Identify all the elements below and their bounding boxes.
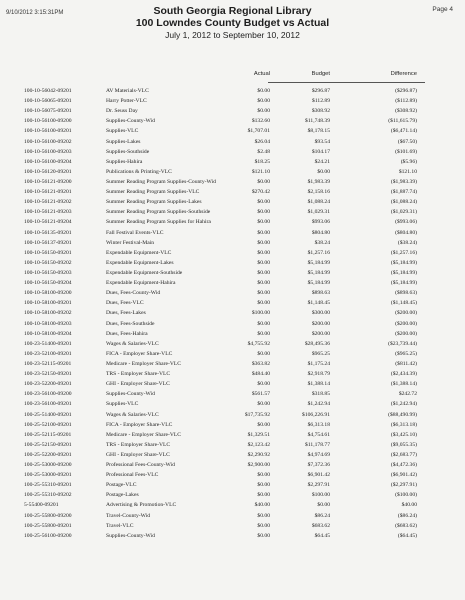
actual-amount: $0.00 [257,108,270,115]
table-row [0,420,465,430]
account-description: Winter Festival-Main [106,239,155,246]
actual-amount: $132.60 [251,118,270,125]
actual-amount: $1,707.01 [247,128,270,135]
actual-amount: $0.00 [257,492,270,499]
difference-amount: ($11,615.79) [388,118,417,125]
table-row [0,228,465,238]
actual-amount: $561.57 [251,391,270,398]
difference-amount: ($1,242.94) [390,401,417,408]
actual-amount: $0.00 [257,219,270,226]
table-row [0,359,465,369]
account-number: 100-25-52150-09201 [24,441,72,448]
account-description: GHI - Employer Share-VLC [106,381,170,388]
account-description: Advertising & Promotion-VLC [106,502,177,509]
actual-amount: $0.00 [257,229,270,236]
budget-amount: $112.89 [312,98,330,105]
table-row [0,298,465,308]
account-number: 100-10-56100-09201 [24,128,72,135]
difference-amount: ($1,029.31) [390,209,417,216]
account-number: 100-10-56100-09200 [24,118,72,125]
actual-amount: $100.00 [251,310,270,317]
difference-amount: ($1,257.16) [390,249,417,256]
table-row [0,248,465,258]
table-row [0,500,465,510]
table-row [0,349,465,359]
account-description: Supplies-Hahira [106,158,143,165]
difference-amount: ($993.06) [395,219,417,226]
account-description: Supplies-Lakes [106,138,141,145]
account-number: 100-10-58100-09204 [24,330,72,337]
actual-amount: $0.00 [257,88,270,94]
account-description: Supplies-Southside [106,148,150,155]
actual-amount: $0.00 [257,239,270,246]
account-number: 100-10-56100-09204 [24,158,72,165]
report-period: July 1, 2012 to September 10, 2012 [165,30,300,40]
account-description: Wages & Salaries-VLC [106,340,159,347]
budget-amount: $308.92 [311,108,330,115]
account-description: Dues, Fees-VLC [106,300,144,307]
budget-amount: $200.00 [311,330,330,337]
table-row [0,430,465,440]
table-row [0,450,465,460]
actual-amount: $0.00 [257,512,270,519]
difference-amount: ($965.25) [395,350,417,357]
account-description: Dues, Fees-Southside [106,320,155,327]
table-row [0,137,465,147]
difference-amount: ($2,434.39) [390,371,417,378]
account-description: Supplies-County-Wid [106,118,155,125]
account-description: Postage-Lakes [106,492,139,499]
difference-amount: ($38.24) [397,239,417,246]
budget-amount: $993.06 [311,219,330,226]
difference-amount: ($200.00) [395,320,417,327]
account-description: Dues, Fees-County-Wid [106,290,161,297]
account-description: Summer Reading Program Supplies-Southside [106,209,211,216]
account-number: 100-10-56135-09201 [24,229,72,236]
actual-amount: $484.40 [251,371,270,378]
actual-amount: $4,755.92 [247,340,270,347]
difference-amount: ($64.45) [397,532,417,539]
actual-amount: $26.04 [254,138,270,145]
table-row [0,339,465,349]
table-row [0,308,465,318]
difference-amount: ($100.00) [395,492,417,499]
account-number: 100-10-58100-09201 [24,300,72,307]
account-description: Summer Reading Program Supplies for Hahira [106,219,211,226]
table-row [0,217,465,227]
account-number: 100-25-53000-09200 [24,462,72,469]
budget-table [0,86,465,541]
account-description: Supplies-County-Wid [106,391,155,398]
actual-amount: $0.00 [257,421,270,428]
table-row [0,480,465,490]
account-description: Supplies-VLC [106,401,139,408]
account-description: Supplies-County-Wid [106,532,155,539]
account-description: Professional Fees-County-Wid [106,462,175,469]
account-number: 5-55400-09201 [24,502,59,509]
difference-amount: ($2,683.77) [390,451,417,458]
budget-amount: $7,372.36 [307,462,330,469]
actual-amount: $0.00 [257,401,270,408]
account-description: Wages & Salaries-VLC [106,411,159,418]
difference-amount: ($5,184.99) [390,280,417,287]
actual-amount: $0.00 [257,259,270,266]
table-row [0,460,465,470]
difference-column-header: Difference [390,71,417,77]
budget-amount: $104.17 [311,148,330,155]
budget-amount: $683.62 [311,522,330,529]
budget-amount: $0.00 [317,502,330,509]
budget-amount: $1,029.31 [307,209,330,216]
account-description: Harry Potter-VLC [106,98,147,105]
budget-amount: $86.24 [314,512,330,519]
budget-amount: $2,158.16 [307,189,330,196]
table-row [0,207,465,217]
account-description: Medicare - Employer Share-VLC [106,360,182,367]
budget-amount: $11,748.39 [305,118,330,125]
table-row [0,470,465,480]
table-row [0,329,465,339]
difference-amount: ($308.92) [395,108,417,115]
budget-amount: $898.63 [311,290,330,297]
account-number: 100-10-56150-09204 [24,280,72,287]
account-description: Travel-VLC [106,522,134,529]
budget-amount: $93.54 [314,138,330,145]
table-row [0,410,465,420]
report-header [0,5,465,41]
actual-amount: $0.00 [257,280,270,287]
table-row [0,440,465,450]
account-description: GHI - Employer Share-VLC [106,451,170,458]
account-description: Dues, Fees-Lakes [106,310,146,317]
organization-title: South Georgia Regional Library [153,5,312,17]
account-number: 100-10-56121-09201 [24,189,72,196]
budget-amount: $4,974.69 [307,451,330,458]
table-row [0,116,465,126]
account-number: 100-25-53000-09201 [24,472,72,479]
account-description: FICA - Employer Share-VLC [106,421,173,428]
actual-amount: $2.48 [257,148,270,155]
table-row [0,187,465,197]
header-rule [268,82,425,83]
actual-amount: $1,329.51 [247,431,270,438]
difference-amount: ($5.96) [400,158,417,165]
difference-amount: ($86.24) [397,512,417,519]
account-number: 100-10-58100-09203 [24,320,72,327]
budget-amount: $6,901.42 [307,472,330,479]
budget-amount: $318.85 [311,391,330,398]
actual-amount: $18.25 [254,158,270,165]
account-number: 100-25-55800-09201 [24,522,72,529]
budget-amount: $4,754.61 [307,431,330,438]
account-number: 100-25-52115-09201 [24,431,72,438]
account-number: 100-23-52100-09201 [24,350,72,357]
account-description: Summer Reading Program Supplies-Lakes [106,199,202,206]
account-number: 100-10-56150-09203 [24,269,72,276]
table-row [0,197,465,207]
difference-amount: ($804.80) [395,229,417,236]
account-number: 100-10-56121-09200 [24,178,72,185]
difference-amount: $242.72 [398,391,417,398]
difference-amount: ($2,297.91) [390,482,417,489]
table-row [0,531,465,541]
budget-amount: $6,313.18 [307,421,330,428]
difference-amount: $40.00 [401,502,417,509]
difference-amount: ($6,901.42) [390,472,417,479]
difference-amount: ($4,472.36) [390,462,417,469]
budget-amount: $24.21 [314,158,330,165]
account-description: Dues, Fees-Hahira [106,330,148,337]
actual-amount: $0.00 [257,381,270,388]
actual-amount: $363.82 [251,360,270,367]
account-number: 100-25-52100-09201 [24,421,72,428]
actual-amount: $2,123.42 [247,441,270,448]
account-description: Expendable Equipment-Lakes [106,259,174,266]
account-description: Expendable Equipment-Hahira [106,280,176,287]
difference-amount: ($1,388.14) [390,381,417,388]
account-number: 100-10-58100-09200 [24,290,72,297]
table-row [0,521,465,531]
difference-amount: ($5,184.99) [390,269,417,276]
table-row [0,379,465,389]
budget-amount: $11,178.77 [305,441,330,448]
budget-amount: $100.00 [311,492,330,499]
account-description: Fall Festival Events-VLC [106,229,164,236]
budget-amount: $965.25 [311,350,330,357]
actual-amount: $270.42 [251,189,270,196]
account-number: 100-25-55310-09202 [24,492,72,499]
budget-amount: $5,184.99 [307,280,330,287]
account-number: 100-10-56121-09203 [24,209,72,216]
budget-amount: $0.00 [317,168,330,175]
account-description: Summer Reading Program Supplies-County-Wid [106,178,216,185]
account-description: TRS - Employer Share-VLC [106,371,171,378]
actual-amount: $0.00 [257,472,270,479]
account-number: 100-23-52115-09201 [24,360,72,367]
account-description: Expendable Equipment-Southside [106,269,183,276]
difference-amount: ($200.00) [395,310,417,317]
account-description: Postage-VLC [106,482,137,489]
table-row [0,288,465,298]
budget-amount: $1,388.14 [307,381,330,388]
table-row [0,238,465,248]
budget-amount: $1,242.94 [307,401,330,408]
account-number: 100-23-52200-09201 [24,381,72,388]
actual-amount: $0.00 [257,249,270,256]
difference-amount: ($296.87) [395,88,417,94]
actual-amount: $2,290.92 [247,451,270,458]
actual-amount: $0.00 [257,350,270,357]
budget-amount: $5,184.99 [307,269,330,276]
table-row [0,167,465,177]
account-number: 100-25-55310-09201 [24,482,72,489]
difference-amount: ($1,148.45) [390,300,417,307]
page-number: Page 4 [432,6,453,13]
difference-amount: ($23,739.44) [388,340,417,347]
budget-amount: $5,184.99 [307,259,330,266]
table-row [0,86,465,96]
account-number: 100-10-56121-09202 [24,199,72,206]
difference-amount: ($811.42) [395,360,417,367]
account-description: Summer Reading Program Supplies-VLC [106,189,200,196]
account-description: Medicare - Employer Share-VLC [106,431,182,438]
account-number: 100-10-58100-09202 [24,310,72,317]
account-number: 100-10-56150-09202 [24,259,72,266]
account-number: 100-23-52150-09201 [24,371,72,378]
table-row [0,490,465,500]
account-description: Dr. Seuss Day [106,108,138,115]
account-description: AV Materials-VLC [106,88,149,94]
difference-amount: ($88,490.99) [388,411,417,418]
difference-amount: ($112.89) [395,98,417,105]
account-number: 100-10-56150-09201 [24,249,72,256]
account-number: 100-10-56075-09201 [24,108,72,115]
account-number: 100-10-56100-09202 [24,138,72,145]
difference-amount: ($9,055.35) [390,441,417,448]
account-description: FICA - Employer Share-VLC [106,350,173,357]
table-row [0,106,465,116]
column-headers [0,71,465,81]
account-number: 100-10-56121-09204 [24,219,72,226]
table-row [0,278,465,288]
table-row [0,268,465,278]
table-row [0,369,465,379]
account-description: Supplies-VLC [106,128,139,135]
actual-amount: $0.00 [257,330,270,337]
account-number: 100-10-56065-09201 [24,98,72,105]
table-row [0,511,465,521]
account-number: 100-23-56100-09200 [24,391,72,398]
budget-amount: $804.80 [311,229,330,236]
difference-amount: ($101.69) [395,148,417,155]
table-row [0,258,465,268]
account-number: 100-25-52200-09201 [24,451,72,458]
account-number: 100-25-55800-09200 [24,512,72,519]
budget-column-header: Budget [311,71,330,77]
budget-amount: $300.00 [311,310,330,317]
difference-amount: ($683.62) [395,522,417,529]
account-description: TRS - Employer Share-VLC [106,441,171,448]
account-description: Publications & Printing-VLC [106,168,172,175]
difference-amount: $121.10 [398,168,417,175]
difference-amount: ($3,425.10) [390,431,417,438]
budget-amount: $200.00 [311,320,330,327]
difference-amount: ($5,184.99) [390,259,417,266]
account-number: 100-23-56100-09201 [24,401,72,408]
budget-amount: $2,918.79 [307,371,330,378]
actual-amount: $17,735.92 [244,411,270,418]
actual-amount: $0.00 [257,98,270,105]
budget-amount: $296.87 [311,88,330,94]
account-number: 100-10-56137-09201 [24,239,72,246]
print-timestamp: 9/10/2012 3:15:31PM [6,10,64,16]
actual-amount: $0.00 [257,269,270,276]
account-number: 100-10-56100-09203 [24,148,72,155]
account-number: 100-23-51400-09201 [24,340,72,347]
actual-amount: $2,900.00 [247,462,270,469]
budget-amount: $1,257.16 [307,249,330,256]
actual-amount: $0.00 [257,209,270,216]
account-number: 100-10-56042-09201 [24,88,72,94]
table-row [0,319,465,329]
difference-amount: ($1,983.39) [390,178,417,185]
report-title: 100 Lowndes County Budget vs Actual [135,17,330,29]
budget-amount: $8,178.15 [307,128,330,135]
difference-amount: ($67.50) [397,138,417,145]
actual-amount: $0.00 [257,178,270,185]
table-row [0,399,465,409]
table-row [0,157,465,167]
difference-amount: ($200.00) [395,330,417,337]
actual-amount: $0.00 [257,320,270,327]
table-row [0,147,465,157]
budget-amount: $1,148.45 [307,300,330,307]
table-row [0,96,465,106]
budget-amount: $28,495.36 [304,340,330,347]
budget-amount: $106,226.91 [302,411,330,418]
budget-amount: $1,983.39 [307,178,330,185]
actual-amount: $0.00 [257,522,270,529]
account-description: Expendable Equipment-VLC [106,249,172,256]
account-number: 100-10-56120-09201 [24,168,72,175]
difference-amount: ($1,088.24) [390,199,417,206]
difference-amount: ($6,471.14) [390,128,417,135]
budget-amount: $64.45 [314,532,330,539]
actual-amount: $121.10 [251,168,270,175]
budget-amount: $1,088.24 [307,199,330,206]
account-number: 100-25-56100-09200 [24,532,72,539]
difference-amount: ($6,313.18) [390,421,417,428]
actual-amount: $0.00 [257,532,270,539]
account-number: 100-25-51400-09201 [24,411,72,418]
table-row [0,177,465,187]
actual-column-header: Actual [253,71,270,77]
table-row [0,389,465,399]
difference-amount: ($898.63) [395,290,417,297]
difference-amount: ($1,887.74) [390,189,417,196]
budget-amount: $2,297.91 [307,482,330,489]
account-description: Travel-County-Wid [106,512,151,519]
actual-amount: $0.00 [257,199,270,206]
account-description: Professional Fees-VLC [106,472,159,479]
actual-amount: $0.00 [257,300,270,307]
actual-amount: $0.00 [257,482,270,489]
actual-amount: $0.00 [257,290,270,297]
table-row [0,126,465,136]
budget-amount: $1,175.24 [307,360,330,367]
budget-amount: $38.24 [314,239,330,246]
actual-amount: $40.00 [254,502,270,509]
